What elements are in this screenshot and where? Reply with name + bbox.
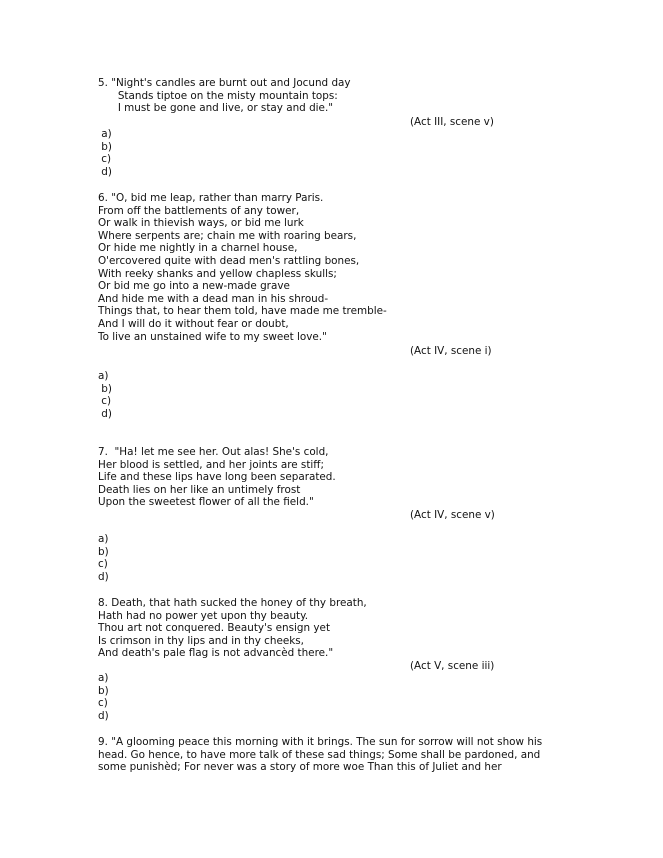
- option-d: d): [98, 165, 112, 178]
- quote-line: Or hide me nightly in a charnel house,: [98, 242, 298, 255]
- option-b: b): [98, 382, 112, 395]
- quote-line: 9. "A glooming peace this morning with it brings. The sun for sorrow will not show his: [98, 736, 543, 748]
- quote-line: Thou art not conquered. Beauty's ensign yet: [98, 622, 331, 635]
- option-c: c): [98, 395, 112, 408]
- quote-line: 5. "Night's candles are burnt out and Jocund day: [98, 77, 351, 89]
- question-6: [98, 192, 568, 343]
- quote-line: Or bid me go into a new-made grave: [98, 280, 290, 293]
- options-q7: [98, 533, 568, 583]
- quote-line: Hath had no power yet upon thy beauty.: [98, 609, 309, 622]
- option-c: c): [98, 558, 108, 571]
- quote-line: Stands tiptoe on the misty mountain tops:: [98, 89, 338, 102]
- quote-line: 6. "O, bid me leap, rather than marry Paris.: [98, 192, 324, 204]
- citation-q6: (Act IV, scene i): [410, 345, 492, 357]
- quote-line: With reeky shanks and yellow chapless skulls;: [98, 267, 337, 280]
- quote-line: Where serpents are; chain me with roaring bears,: [98, 229, 357, 242]
- option-d: d): [98, 407, 112, 420]
- quote-line: O'ercovered quite with dead men's rattling bones,: [98, 254, 360, 267]
- quote-line: To live an unstained wife to my sweet love.": [98, 330, 327, 343]
- quote-line: And hide me with a dead man in his shroud-: [98, 292, 329, 305]
- quote-line: Life and these lips have long been separated.: [98, 471, 336, 484]
- option-a: a): [98, 370, 109, 382]
- option-d: d): [98, 570, 109, 583]
- quote-line: Her blood is settled, and her joints are stiff;: [98, 458, 324, 471]
- quote-line: 7. "Ha! let me see her. Out alas! She's cold,: [98, 446, 329, 458]
- quote-line: Upon the sweetest flower of all the field.": [98, 496, 314, 509]
- citation-q5: (Act III, scene v): [410, 116, 494, 128]
- citation-q8: (Act V, scene iii): [410, 660, 495, 672]
- option-a: a): [98, 128, 112, 140]
- options-q5: [98, 128, 568, 178]
- quote-line: I must be gone and live, or stay and die.": [98, 102, 334, 115]
- question-5: [98, 77, 568, 115]
- option-b: b): [98, 140, 112, 153]
- option-c: c): [98, 697, 108, 710]
- option-b: b): [98, 545, 109, 558]
- option-b: b): [98, 684, 109, 697]
- question-7: [98, 446, 568, 509]
- option-a: a): [98, 533, 109, 545]
- option-c: c): [98, 153, 112, 166]
- quote-line: And death's pale flag is not advancèd there.": [98, 647, 334, 660]
- options-q8: [98, 672, 568, 722]
- quote-line: Things that, to hear them told, have made me tremble-: [98, 305, 387, 318]
- quote-line: Or walk in thievish ways, or bid me lurk: [98, 217, 304, 230]
- question-8: [98, 597, 568, 660]
- quote-line: From off the battlements of any tower,: [98, 204, 300, 217]
- quote-line: Is crimson in thy lips and in thy cheeks,: [98, 634, 304, 647]
- quote-line: Death lies on her like an untimely frost: [98, 483, 301, 496]
- quote-line: some punishèd; For never was a story of more woe Than this of Juliet and her: [98, 761, 502, 774]
- quote-line: head. Go hence, to have more talk of these sad things; Some shall be pardoned, and: [98, 748, 541, 761]
- option-d: d): [98, 709, 109, 722]
- citation-q7: (Act IV, scene v): [410, 509, 495, 521]
- option-a: a): [98, 672, 109, 684]
- question-9: [98, 736, 598, 774]
- options-q6: [98, 370, 568, 420]
- quote-line: 8. Death, that hath sucked the honey of thy breath,: [98, 597, 367, 609]
- quote-line: And I will do it without fear or doubt,: [98, 317, 289, 330]
